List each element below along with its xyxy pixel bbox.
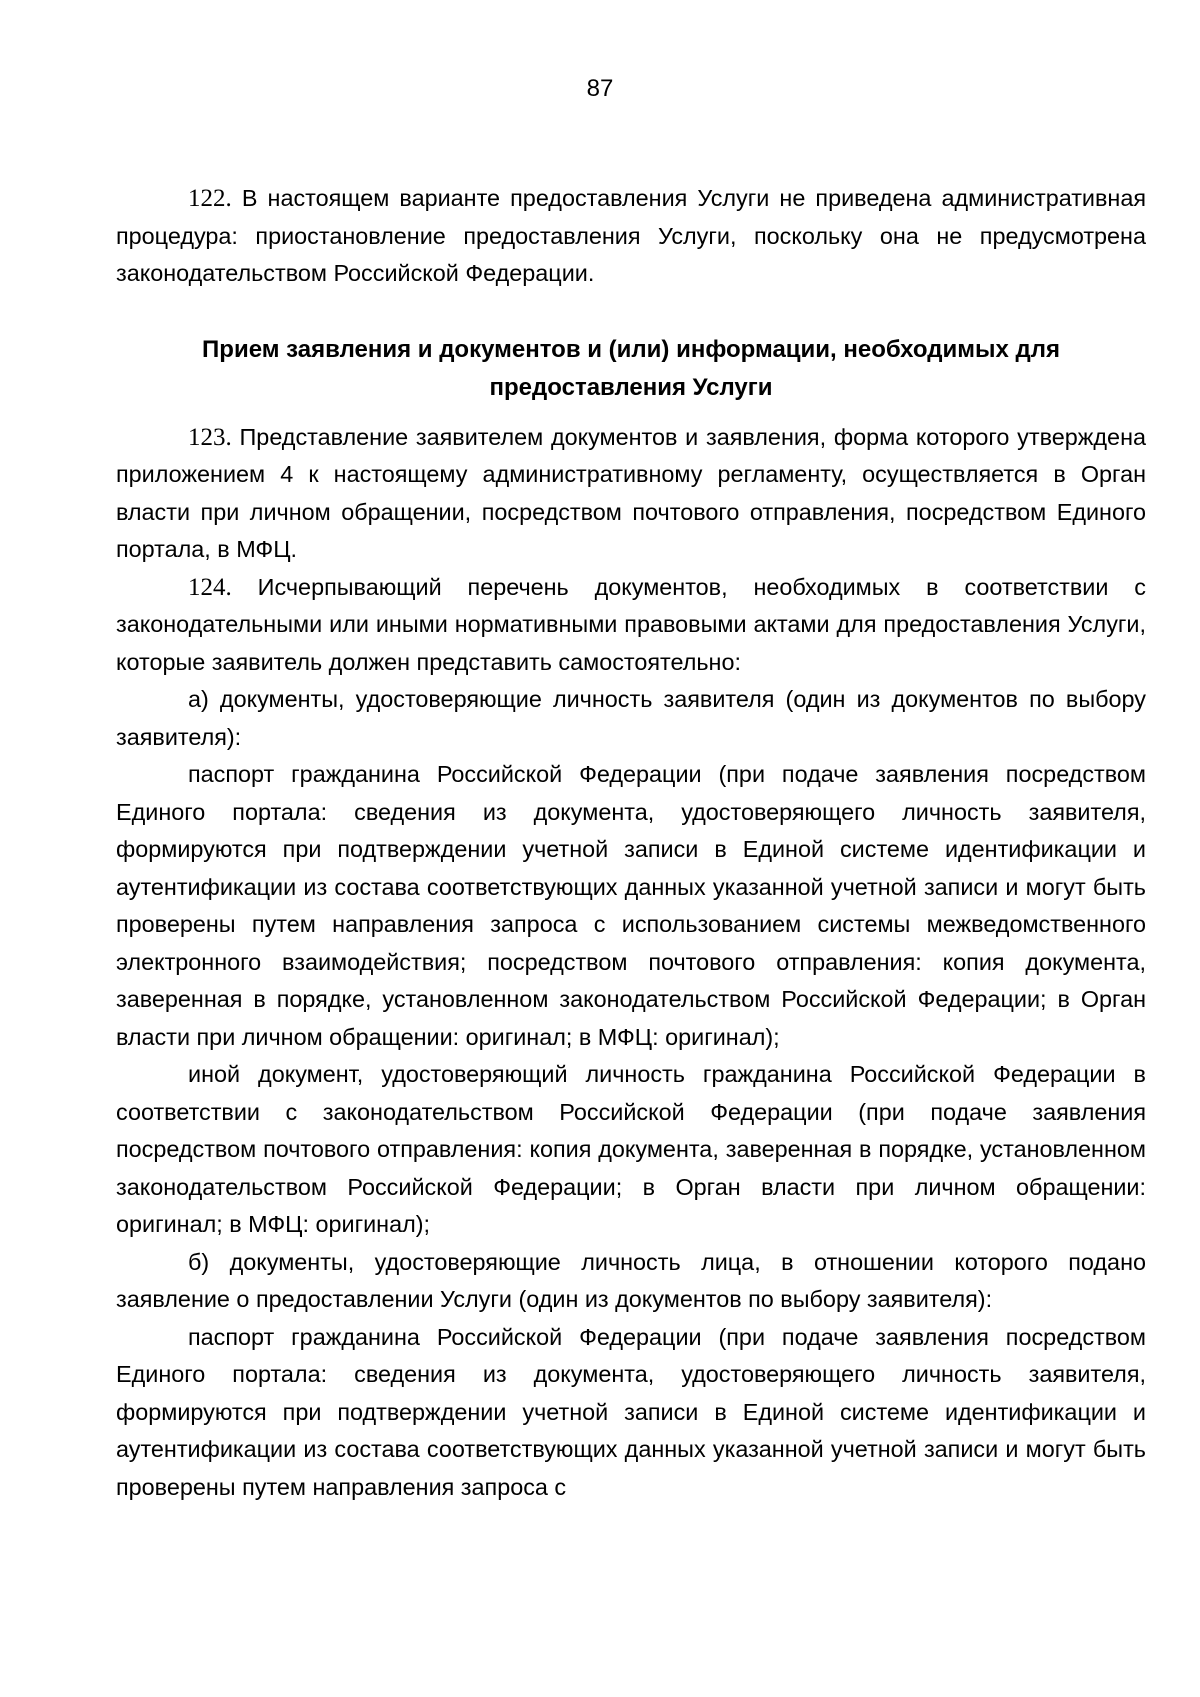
paragraph-number: 122. [188,185,232,212]
item-a-passport: паспорт гражданина Российской Федерации (при подаче заявления посредством Единого портала: сведения из документа, удостоверяющего личность заявителя, формируются при подтверждении учетной записи в Единой системе идентификации и аутентификации из состава соответствующих данных указанной учетной записи и могут быть проверены путем направления запроса с использованием системы межведомственного электронного взаимодействия; посредством почтового отправления: копия документа, заверенная в порядке, установленном законодательством Российской Федерации; в Орган власти при личном обращении: оригинал; в МФЦ: оригинал); [116,761,1146,1050]
paragraph-text: В настоящем варианте предоставления Услуги не приведена административная процедура: приостановление предоставления Услуги, поскольку она не предусмотрена законодательством Российской Федерации. [116,185,1146,286]
paragraph-text: Исчерпывающий перечень документов, необходимых в соответствии с законодательными или иными нормативными правовыми актами для предоставления Услуги, которые заявитель должен представить самостоятельно: [116,573,1146,675]
item-b: б) документы, удостоверяющие личность лица, в отношении которого подано заявление о предоставлении Услуги (один из документов по выбору заявителя): [116,1248,1146,1312]
paragraph-text: Представление заявителем документов и заявления, форма которого утверждена приложением 4 к настоящему административному регламенту, осуществляется в Орган власти при личном обращении, посредством почтового отправления, посредством Единого портала, в МФЦ. [116,423,1146,562]
page-number: 87 [586,75,614,102]
item-b-passport: паспорт гражданина Российской Федерации (при подаче заявления посредством Единого портала: сведения из документа, удостоверяющего личность заявителя, формируются при подтверждении учетной записи в Единой системе идентификации и аутентификации из состава соответствующих данных указанной учетной записи и могут быть проверены путем направления запроса с [116,1323,1146,1500]
paragraph-number: 123. [188,423,232,451]
item-a-other-document: иной документ, удостоверяющий личность гражданина Российской Федерации в соответствии с законодательством Российской Федерации (при подаче заявления посредством почтового отправления: копия документа, заверенная в порядке, установленном законодательством Российской Федерации; в Орган власти при личном обращении: оригинал; в МФЦ: оригинал); [116,1061,1146,1237]
item-a: а) документы, удостоверяющие личность заявителя (один из документов по выбору заявителя): [116,686,1146,750]
paragraph-124 [116,569,1146,682]
document-body [116,180,1146,1506]
paragraph-122 [116,180,1146,293]
paragraph-number: 124. [188,573,232,601]
paragraph-123 [116,419,1146,569]
section-heading: Прием заявления и документов и (или) информации, необходимых для предоставления Услуги [202,335,1060,401]
